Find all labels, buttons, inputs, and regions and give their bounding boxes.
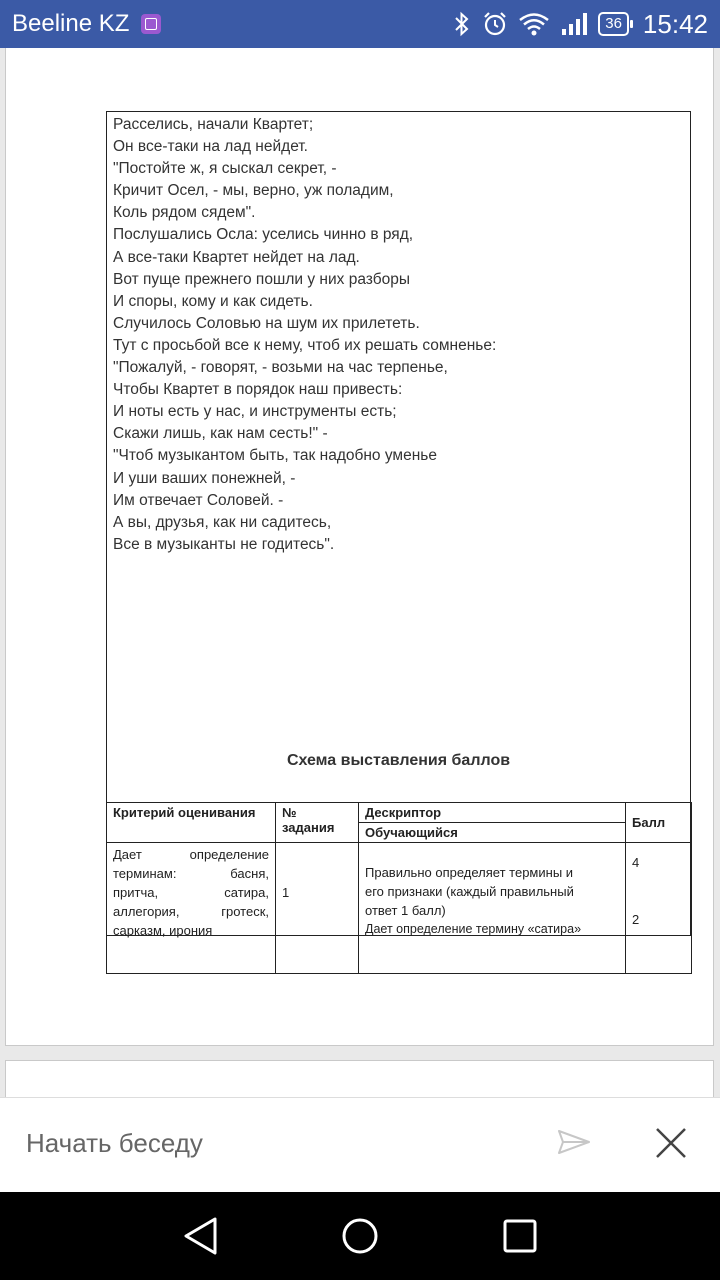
task-number-cell: 1 bbox=[276, 843, 359, 974]
poem-line: И уши ваших понежней, - bbox=[113, 469, 296, 487]
table-row bbox=[107, 843, 692, 974]
poem-line: Все в музыканты не годитесь". bbox=[113, 535, 335, 553]
home-icon[interactable] bbox=[340, 1216, 380, 1256]
bluetooth-icon bbox=[452, 11, 472, 37]
header-criterion: Критерий оценивания bbox=[107, 803, 276, 843]
alarm-icon bbox=[482, 11, 508, 37]
chat-input[interactable]: Начать беседу bbox=[26, 1128, 203, 1158]
document-page[interactable] bbox=[5, 48, 714, 1046]
recent-apps-icon[interactable] bbox=[502, 1216, 538, 1256]
back-icon[interactable] bbox=[182, 1216, 220, 1256]
poem-line: И ноты есть у нас, и инструменты есть; bbox=[113, 403, 397, 421]
header-learner: Обучающийся bbox=[359, 823, 626, 843]
send-icon[interactable] bbox=[556, 1128, 592, 1156]
scoring-table bbox=[106, 802, 692, 974]
descriptor-line: Правильно определяет термины и bbox=[365, 865, 574, 880]
poem-line: А вы, друзья, как ни садитесь, bbox=[113, 513, 332, 531]
poem-line: Он все-таки на лад нейдет. bbox=[113, 138, 308, 156]
criterion-cell bbox=[107, 843, 276, 974]
status-bar bbox=[0, 0, 720, 48]
descriptor-line: Дает определение термину «сатира» bbox=[365, 922, 582, 936]
carrier-name: Beeline KZ bbox=[12, 10, 130, 37]
poem-line: Вот пуще прежнего пошли у них разборы bbox=[113, 270, 410, 288]
poem-line: Послушались Осла: уселись чинно в ряд, bbox=[113, 226, 414, 244]
header-descriptor: Дескриптор bbox=[359, 803, 626, 823]
close-icon[interactable] bbox=[654, 1126, 688, 1160]
criterion-line: терминам: басня, bbox=[113, 866, 269, 881]
poem-line: "Чтоб музыкантом быть, так надобно уменье bbox=[113, 447, 437, 465]
status-icons bbox=[452, 9, 708, 40]
poem-line: Тут с просьбой все к нему, чтоб их решать сомненье: bbox=[113, 336, 497, 354]
poem-line: Случилось Соловью на шум их прилететь. bbox=[113, 314, 420, 332]
header-task-number bbox=[276, 803, 359, 843]
navigation-bar bbox=[0, 1192, 720, 1280]
poem-line: "Постойте ж, я сыскал секрет, - bbox=[113, 160, 337, 178]
criterion-line: сарказм, ирония bbox=[113, 923, 213, 938]
header-task-number-line2: задания bbox=[282, 820, 335, 835]
poem-line: Им отвечает Соловей. - bbox=[113, 491, 284, 509]
score-value: 2 bbox=[632, 912, 640, 927]
score-cell bbox=[626, 843, 692, 974]
document-frame bbox=[106, 111, 691, 936]
battery-indicator: 36 bbox=[598, 12, 629, 36]
poem-line: А все-таки Квартет нейдет на лад. bbox=[113, 248, 360, 266]
poem-line: И споры, кому и как сидеть. bbox=[113, 292, 313, 310]
poem-line: Коль рядом сядем". bbox=[113, 204, 256, 222]
criterion-line: Дает определение bbox=[113, 847, 269, 862]
poem-line: Чтобы Квартет в порядок наш привесть: bbox=[113, 381, 403, 399]
descriptor-cell bbox=[359, 843, 626, 974]
schema-title: Схема выставления баллов bbox=[286, 752, 511, 769]
poem-line: Скажи лишь, как нам сесть!" - bbox=[113, 425, 328, 443]
descriptor-line: ответ 1 балл) bbox=[365, 903, 446, 918]
poem-text bbox=[113, 114, 496, 556]
chat-bar bbox=[0, 1097, 720, 1192]
wifi-icon bbox=[518, 11, 550, 37]
criterion-line: притча, сатира, bbox=[113, 885, 269, 900]
descriptor-line: его признаки (каждый правильный bbox=[365, 884, 574, 899]
criterion-line: аллегория, гротеск, bbox=[113, 904, 269, 919]
poem-line: "Пожалуй, - говорят, - возьми на час терпенье, bbox=[113, 359, 448, 377]
header-score: Балл bbox=[626, 803, 692, 843]
score-value: 4 bbox=[632, 855, 640, 870]
poem-line: Кричит Осел, - мы, верно, уж поладим, bbox=[113, 182, 394, 200]
header-task-number-line1: № bbox=[282, 805, 297, 820]
clock: 15:42 bbox=[642, 8, 708, 39]
poem-line: Расселись, начали Квартет; bbox=[113, 116, 314, 133]
gallery-notification-icon bbox=[141, 14, 161, 34]
signal-icon bbox=[560, 11, 588, 37]
